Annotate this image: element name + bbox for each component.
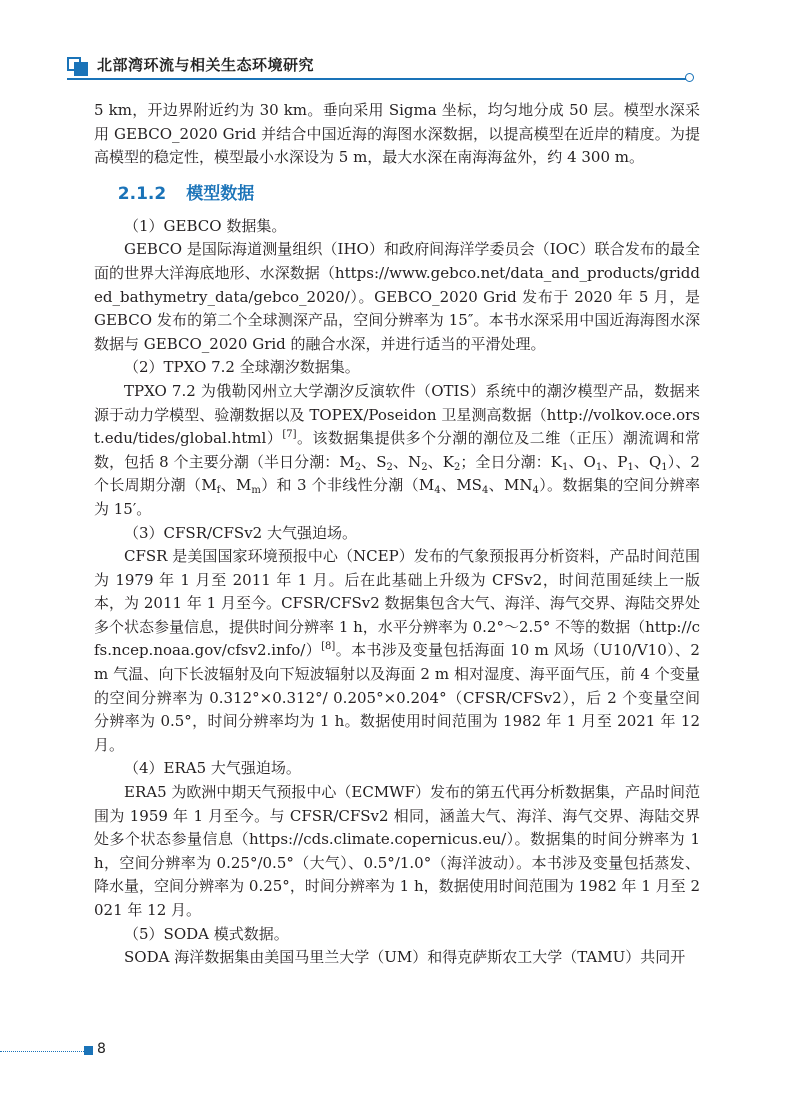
page-footer — [0, 1036, 799, 1066]
paragraph-gebco: GEBCO 是国际海道测量组织（IHO）和政府间海洋学委员会（IOC）联合发布的最全面的世界大洋海底地形、水深数据（https://www.gebco.net/data_and_products/gridded_bathymetry_data/gebco_2020/）。GEBCO_2020 Grid 发布于 2020 年 5 月，是 GEBCO 发布的第二个全球测深产品，空间分辨率为 15″。本书水深采用中国近海海图水深数据与 GEBCO_2020 Grid 的融合水深，并进行适当的平滑处理。 — [94, 240, 700, 353]
section-title: 模型数据 — [186, 183, 255, 204]
section-heading — [94, 182, 700, 206]
citation-ref: [7] — [282, 429, 297, 441]
page-body — [94, 99, 700, 970]
item-heading-cfsr: （3）CFSR/CFSv2 大气强迫场。 — [124, 523, 357, 542]
paragraph-cfsr: CFSR 是美国国家环境预报中心（NCEP）发布的气象预报再分析资料，产品时间范围为 1979 年 1 月至 2011 年 1 月。后在此基础上升级为 CFSv2，时间范围延续上一版本，为 2011 年 1 月至今。CFSR/CFSv2 数据集包含大气、海洋、海气交界、海陆交界处多个状态参量信息，提供时间分辨率 1 h，水平分辨率为 0.2°～2.5° 不等的数据（http://cfs.ncep.noaa.gov/cfsv2.info/）[8]。本书涉及变量包括海面 10 m 风场（U10/V10）、2 m 气温、向下长波辐射及向下短波辐射以及海面 2 m 相对湿度、海平面气压，前 4 个变量的空间分辨率为 0.312°×0.312°/ 0.205°×0.204°（CFSR/CFSv2），后 2 个变量空间分辨率为 0.5°，时间分辨率均为 1 h。数据使用时间范围为 1982 年 1 月至 2021 年 12 月。 — [94, 547, 700, 754]
running-header — [0, 0, 799, 90]
paragraph-intro: 5 km，开边界附近约为 30 km。垂向采用 Sigma 坐标，均匀地分成 50 层。模型水深采用 GEBCO_2020 Grid 并结合中国近海的海图水深数据，以提高模型在近岸的精度。为提高模型的稳定性，模型最小水深设为 5 m，最大水深在南海海盆外，约 4 300 m。 — [94, 101, 700, 167]
header-rule — [67, 78, 687, 80]
footer-square-icon — [84, 1046, 93, 1055]
page-number: 8 — [97, 1041, 106, 1057]
section-number: 2.1.2 — [117, 183, 167, 204]
citation-ref: [8] — [321, 641, 336, 653]
paragraph-tpxo: TPXO 7.2 为俄勒冈州立大学潮汐反演软件（OTIS）系统中的潮汐模型产品，数据来源于动力学模型、验潮数据以及 TOPEX/Poseidon 卫星测高数据（http://volkov.oce.orst.edu/tides/global.html）[7]。该数据集提供多个分潮的潮位及二维（正压）潮流调和常数，包括 8 个主要分潮（半日分潮：$M_2$、$S_2$、$N_2$、$K_2$；全日分潮：$K_1$、$O_1$、$P_1$、$Q_1$）、2 个长周期分潮（$M_f$、$M_m$）和 3 个非线性分潮（$M_4$、$MS_4$、$MN_4$）。数据集的空间分辨率为 15′。 — [94, 381, 700, 518]
paragraph-era5: ERA5 为欧洲中期天气预报中心（ECMWF）发布的第五代再分析数据集，产品时间范围为 1959 年 1 月至今。与 CFSR/CFSv2 相同，涵盖大气、海洋、海气交界、海陆交界处多个状态参量信息（https://cds.climate.copernicus.eu/）。数据集的时间分辨率为 1 h，空间分辨率为 0.25°/0.5°（大气）、0.5°/1.0°（海洋波动）。本书涉及变量包括蒸发、降水量，空间分辨率为 0.25°，时间分辨率为 1 h，数据使用时间范围为 1982 年 1 月至 2021 年 12 月。 — [94, 783, 701, 919]
footer-dotted-rule — [0, 1051, 84, 1052]
header-square-filled-icon — [74, 62, 88, 76]
running-header-title: 北部湾环流与相关生态环境研究 — [97, 56, 315, 74]
item-heading-era5: （4）ERA5 大气强迫场。 — [124, 759, 301, 778]
item-heading-tpxo: （2）TPXO 7.2 全球潮汐数据集。 — [124, 358, 360, 377]
header-circle-icon — [685, 73, 694, 82]
paragraph-soda: SODA 海洋数据集由美国马里兰大学（UM）和得克萨斯农工大学（TAMU）共同开 — [124, 948, 686, 967]
item-heading-soda: （5）SODA 模式数据。 — [124, 924, 289, 943]
item-heading-gebco: （1）GEBCO 数据集。 — [124, 216, 287, 235]
